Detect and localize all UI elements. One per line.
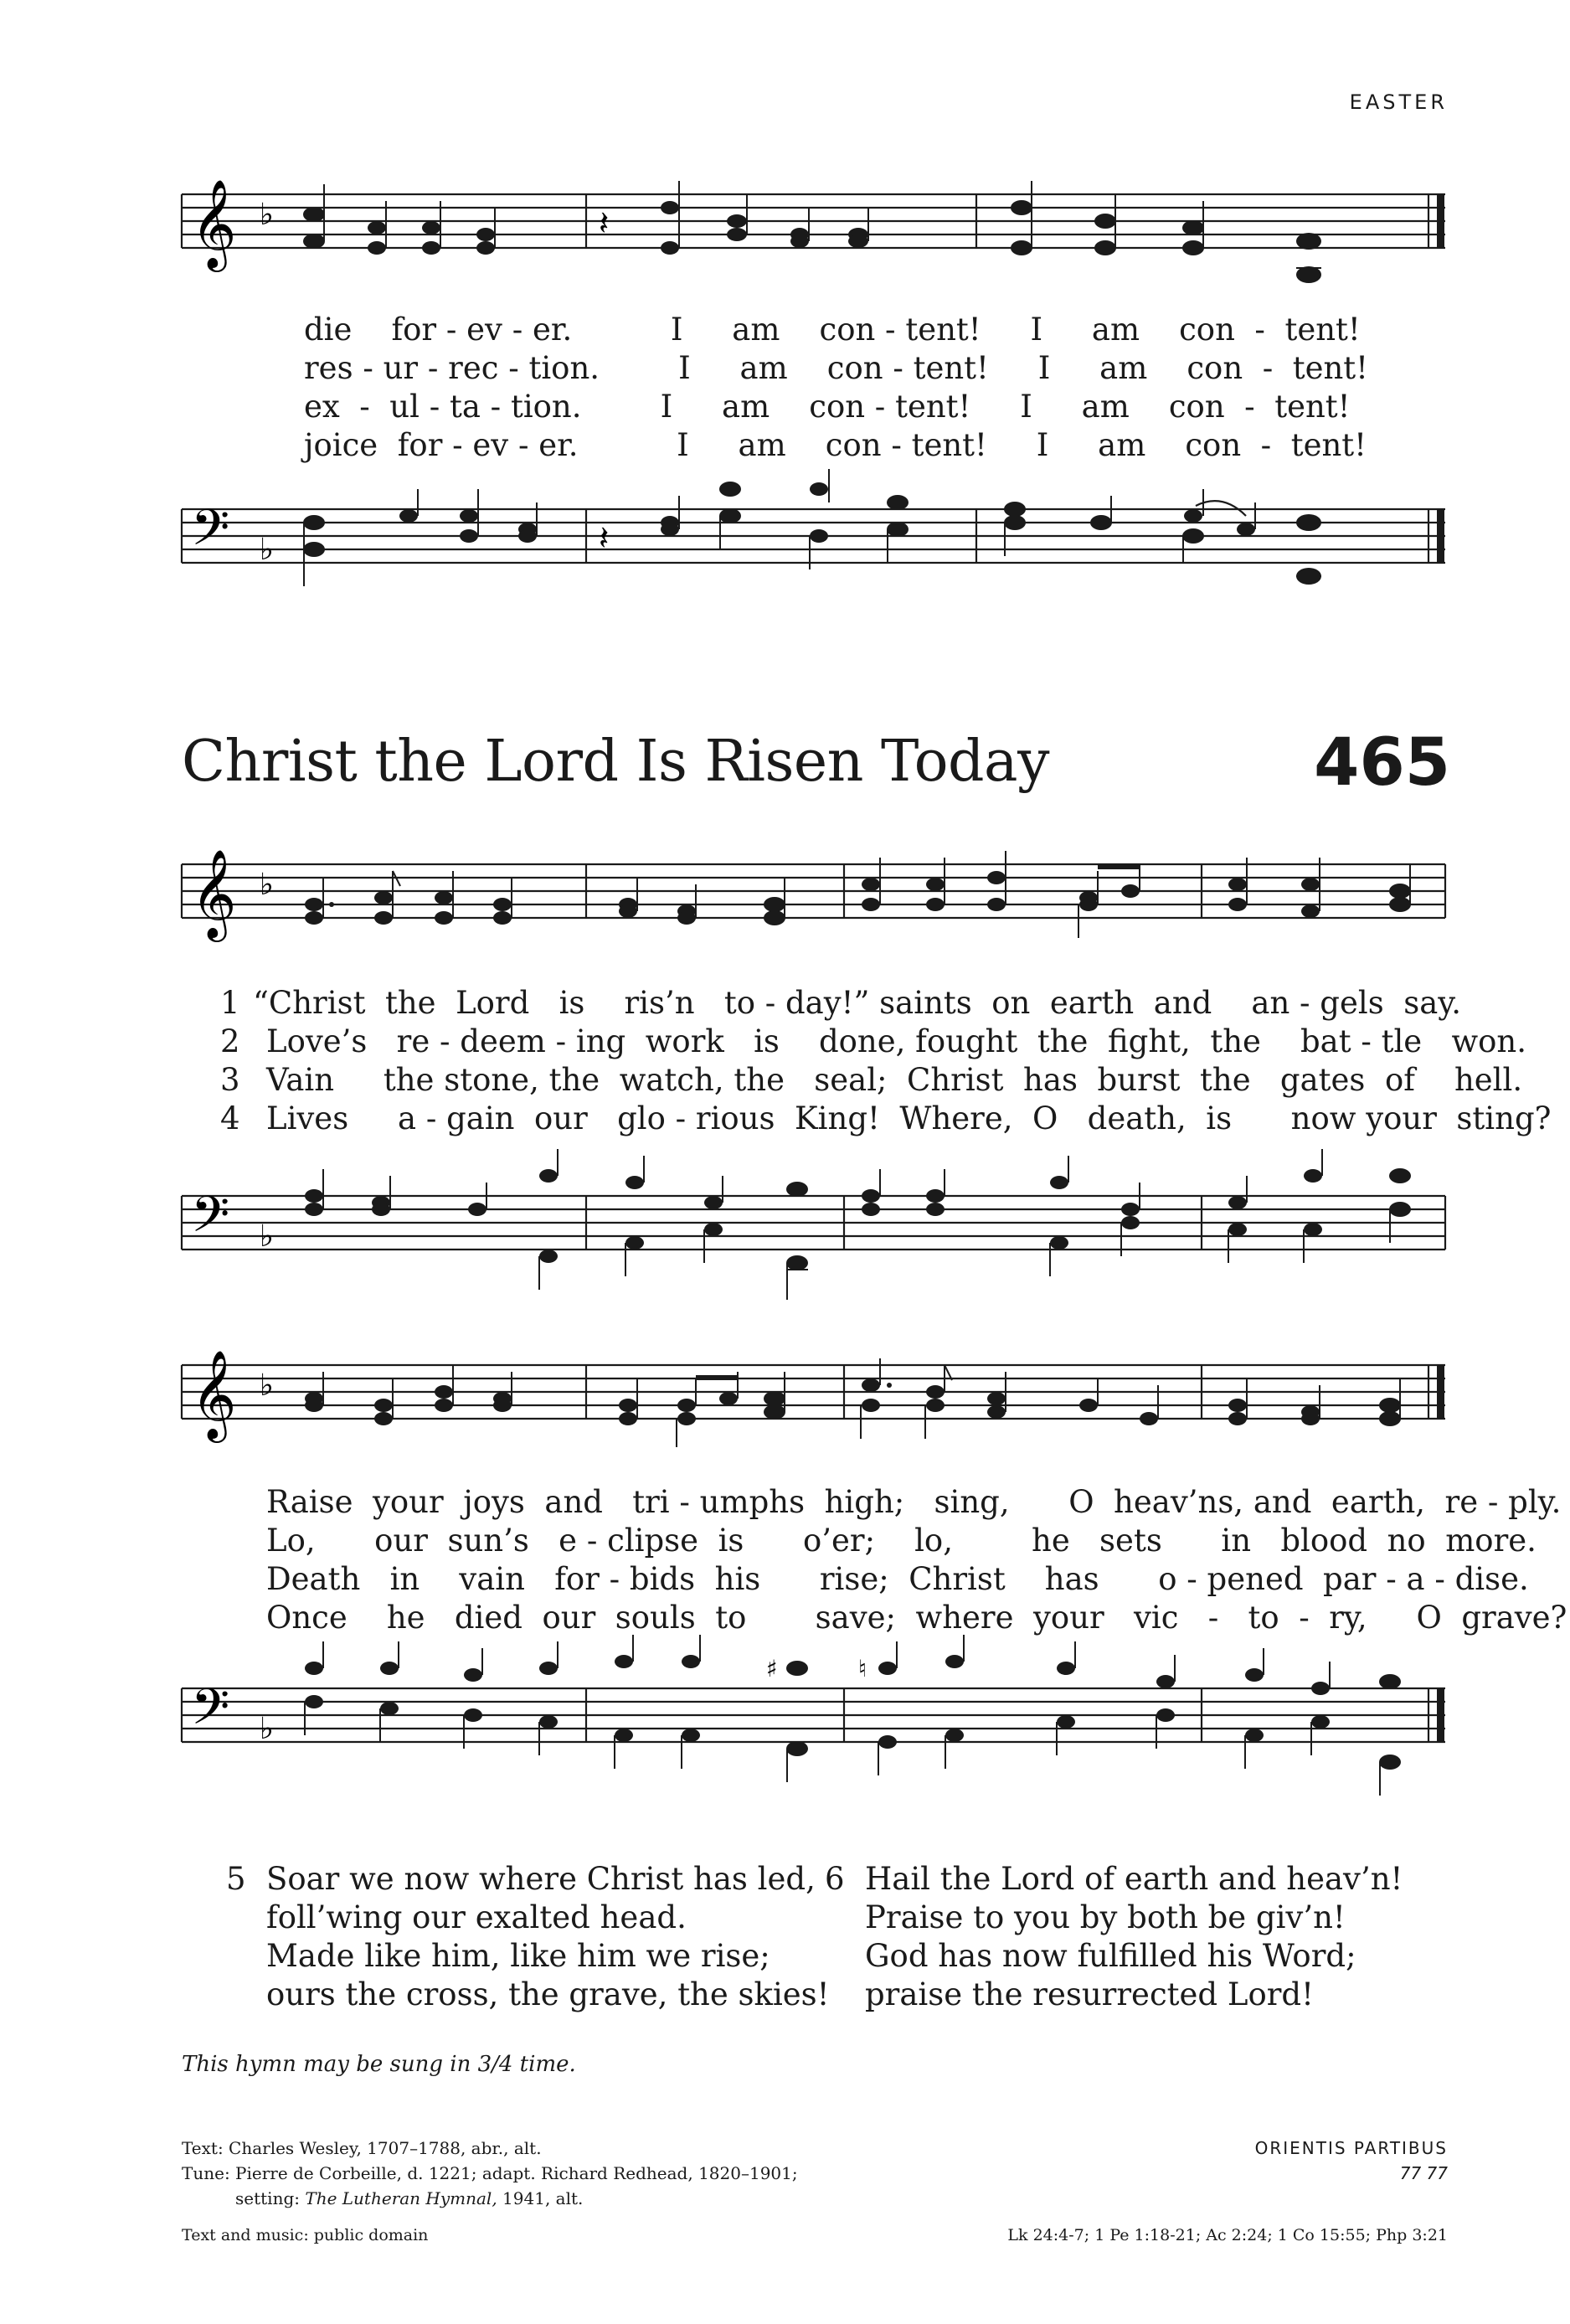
hymn-title: Christ the Lord Is Risen Today <box>182 729 1050 795</box>
system2-lyric-line-3: Death in vain for - bids his rise; Christ has o - pened par - a - dise. <box>266 1561 1529 1597</box>
meter: 77 77 <box>1399 2163 1448 2183</box>
svg-text:♮: ♮ <box>858 1655 867 1682</box>
top-lyric-line-1: die for - ev - er. I am con - tent! I am con - tent! <box>304 312 1361 348</box>
svg-text:♭: ♭ <box>260 1712 274 1746</box>
top-bass-staff <box>0 469 1570 595</box>
svg-text:𝄞: 𝄞 <box>191 848 237 938</box>
setting-prefix: setting: <box>235 2188 306 2208</box>
system1-lyric-line-2: Love’s re - deem - ing work is done, fought the fight, the bat - tle won. <box>266 1023 1527 1059</box>
top-treble-staff <box>0 167 1570 301</box>
svg-text:♭: ♭ <box>260 1219 274 1254</box>
scripture-references: Lk 24:4-7; 1 Pe 1:18-21; Ac 2:24; 1 Co 15:55; Php 3:21 <box>1007 2226 1448 2244</box>
system1-lyric-line-3: Vain the stone, the watch, the seal; Christ has burst the gates of hell. <box>266 1062 1523 1098</box>
svg-text:♭: ♭ <box>260 1368 274 1403</box>
stanza-6-number: 6 <box>825 1861 845 1897</box>
setting-credit <box>182 2186 798 2211</box>
top-lyric-line-3: ex - ul - ta - tion. I am con - tent! I am con - tent! <box>304 389 1351 425</box>
system1-lyric-line-4: Lives a - gain our glo - rious King! Where, O death, is now your sting? <box>266 1100 1552 1136</box>
section-tag: EASTER <box>1349 90 1448 114</box>
svg-text:𝄽: 𝄽 <box>599 519 610 558</box>
copyright-notice: Text and music: public domain <box>182 2226 429 2244</box>
svg-text:♭: ♭ <box>260 198 274 232</box>
verse-number-3: 3 <box>220 1062 240 1098</box>
system1-lyric-line-1: “Christ the Lord is ris’n to - day!” saints on earth and an - gels say. <box>253 985 1462 1021</box>
verse-number-2: 2 <box>220 1023 240 1059</box>
svg-text:♯: ♯ <box>766 1655 778 1682</box>
tune-info <box>1255 2136 1448 2186</box>
tune-credit: Tune: Pierre de Corbeille, d. 1221; adapt. Richard Redhead, 1820–1901; <box>182 2163 798 2183</box>
svg-text:𝄞: 𝄞 <box>191 178 237 268</box>
system2-lyric-line-2: Lo, our sun’s e - clipse is o’er; lo, he sets in blood no more. <box>266 1523 1537 1559</box>
setting-title: The Lutheran Hymnal, <box>305 2188 497 2208</box>
stanza-5-line-4: ours the cross, the grave, the skies! <box>266 1976 830 2012</box>
system1-treble-staff <box>0 837 1570 971</box>
tune-name: ORIENTIS PARTIBUS <box>1254 2138 1448 2158</box>
stanza-5-line-2: foll’wing our exalted head. <box>266 1899 687 1935</box>
top-lyric-line-4: joice for - ev - er. I am con - tent! I am con - tent! <box>304 427 1367 463</box>
verse-number-4: 4 <box>220 1100 240 1136</box>
credits-block <box>182 2136 798 2211</box>
text-credit: Text: Charles Wesley, 1707–1788, abr., alt. <box>182 2138 542 2158</box>
stanza-6-line-3: God has now fulfilled his Word; <box>865 1938 1356 1974</box>
verse-number-1: 1 <box>220 985 240 1021</box>
stanza-5-line-1: Soar we now where Christ has led, <box>266 1861 816 1897</box>
system2-lyric-line-4: Once he died our souls to save; where your vic - to - ry, O grave? <box>266 1600 1567 1636</box>
stanza-6-line-1: Hail the Lord of earth and heav’n! <box>865 1861 1403 1897</box>
top-lyric-line-2: res - ur - rec - tion. I am con - tent! I am con - tent! <box>304 350 1369 386</box>
performance-note: This hymn may be sung in 3/4 time. <box>182 2052 576 2077</box>
stanza-6-line-4: praise the resurrected Lord! <box>865 1976 1314 2012</box>
svg-text:𝄢: 𝄢 <box>191 1185 230 1255</box>
stanza-5-number: 5 <box>226 1861 246 1897</box>
system2-lyric-line-1: Raise your joys and tri - umphs high; sing, O heav’ns, and earth, re - ply. <box>266 1484 1562 1520</box>
stanza-5-line-3: Made like him, like him we rise; <box>266 1938 770 1974</box>
svg-text:𝄽: 𝄽 <box>599 204 610 243</box>
system1-bass-staff <box>0 1156 1570 1306</box>
setting-suffix: 1941, alt. <box>497 2188 584 2208</box>
svg-text:𝄢: 𝄢 <box>191 1677 230 1748</box>
stanza-6-line-2: Praise to you by both be giv’n! <box>865 1899 1346 1935</box>
svg-text:♭: ♭ <box>260 533 274 567</box>
svg-text:♭: ♭ <box>260 868 274 902</box>
svg-text:𝄢: 𝄢 <box>191 498 230 569</box>
svg-text:𝄞: 𝄞 <box>191 1349 237 1439</box>
system2-treble-staff <box>0 1338 1570 1472</box>
hymn-number: 465 <box>1314 725 1450 801</box>
system2-bass-staff <box>0 1648 1570 1799</box>
